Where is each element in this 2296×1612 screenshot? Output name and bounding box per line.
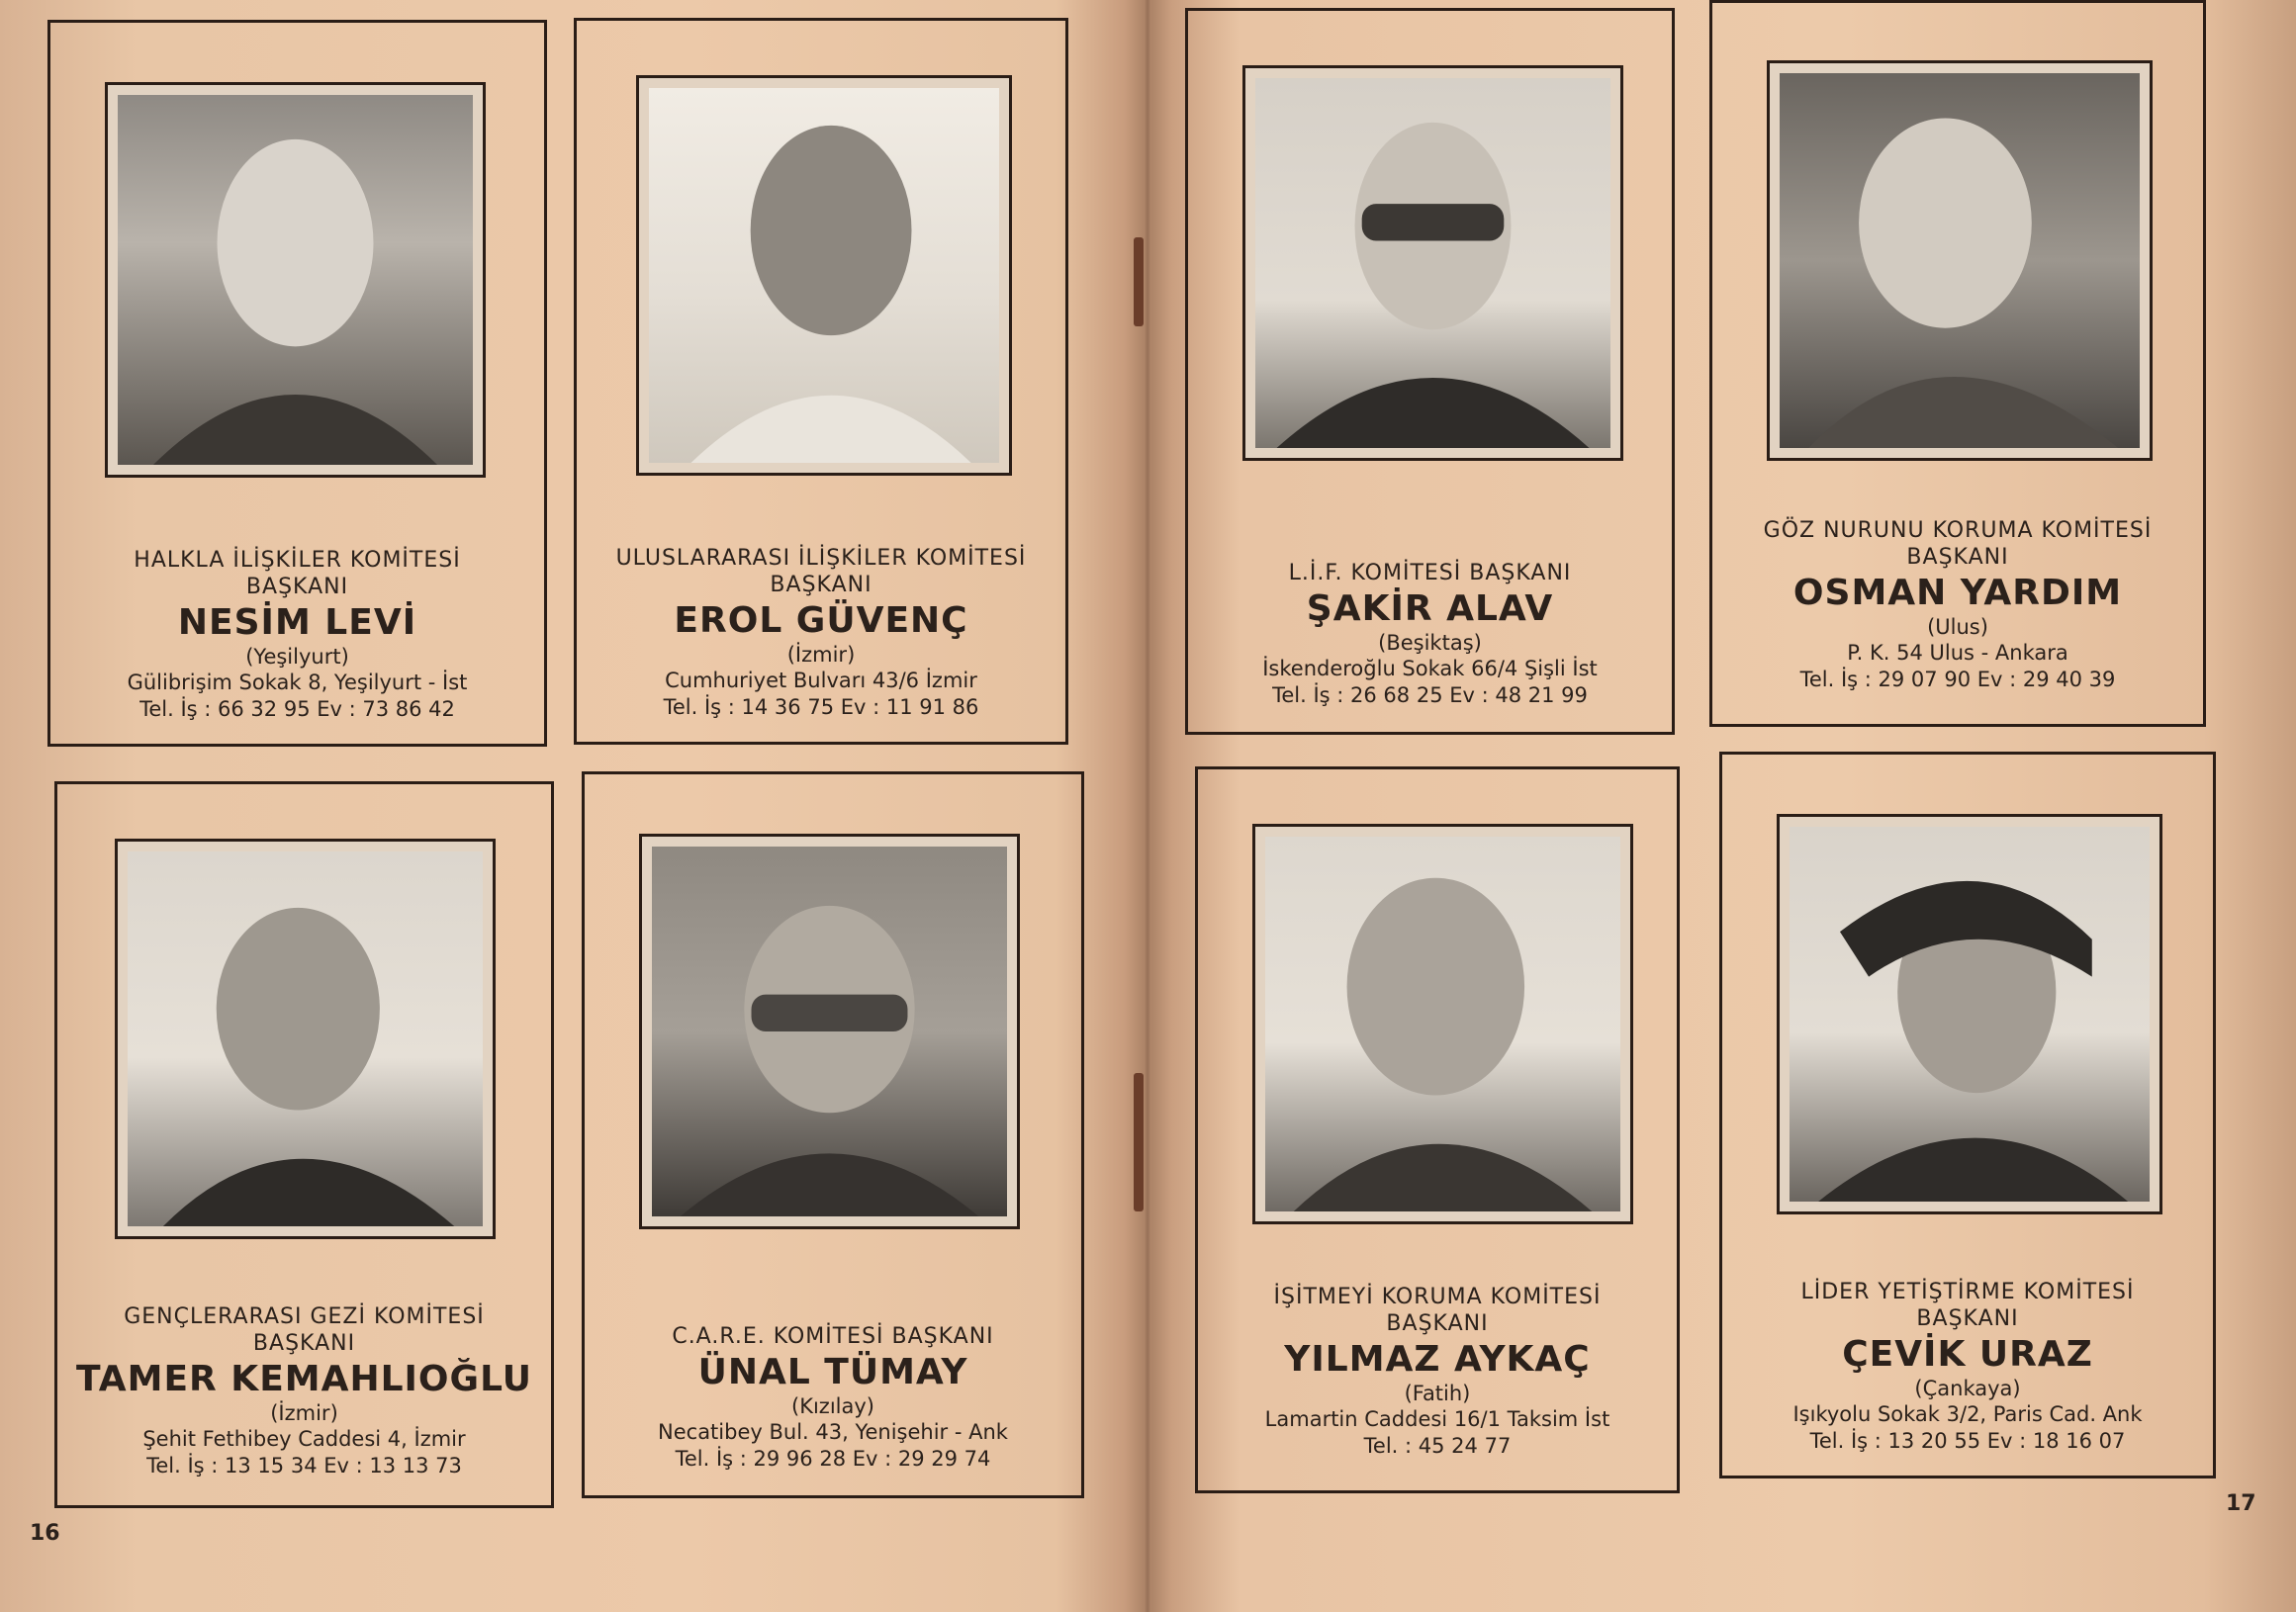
portrait-photo [115, 839, 496, 1239]
member-info [1198, 1284, 1677, 1460]
member-name: TAMER KEMAHLIOĞLU [76, 1359, 532, 1399]
page-number-left: 16 [30, 1521, 60, 1546]
committee-title-role: BAŞKANI [245, 575, 349, 599]
member-location: (Yeşilyurt) [245, 645, 349, 669]
member-card [1195, 766, 1680, 1493]
member-card [582, 771, 1084, 1498]
binding-staple [1134, 237, 1144, 326]
member-phone: Tel. İş : 29 96 28 Ev : 29 29 74 [675, 1447, 991, 1471]
member-info [57, 1303, 551, 1479]
member-info [585, 1323, 1081, 1473]
binding-staple [1134, 1073, 1144, 1211]
member-phone: Tel. : 45 24 77 [1363, 1434, 1512, 1458]
committee-title: GENÇLERARASI GEZİ KOMİTESİ [124, 1304, 485, 1329]
member-address: İskenderoğlu Sokak 66/4 Şişli İst [1262, 657, 1598, 680]
member-info [1712, 517, 2203, 693]
member-address: Lamartin Caddesi 16/1 Taksim İst [1264, 1407, 1610, 1431]
member-card [1719, 752, 2216, 1478]
member-phone: Tel. İş : 66 32 95 Ev : 73 86 42 [139, 697, 455, 721]
member-info [50, 547, 544, 723]
member-location: (Çankaya) [1914, 1377, 2021, 1400]
committee-title-role: BAŞKANI [1386, 1311, 1489, 1336]
member-card [1185, 8, 1675, 735]
member-name: NESİM LEVİ [177, 602, 417, 643]
member-card [1709, 0, 2206, 727]
committee-title: L.İ.F. KOMİTESİ BAŞKANI [1288, 561, 1572, 585]
member-phone: Tel. İş : 29 07 90 Ev : 29 40 39 [1799, 668, 2116, 691]
member-address: Işıkyolu Sokak 3/2, Paris Cad. Ank [1792, 1402, 2143, 1426]
committee-title-role: BAŞKANI [1916, 1306, 2019, 1331]
portrait-photo [1767, 60, 2153, 461]
member-address: Necatibey Bul. 43, Yenişehir - Ank [658, 1420, 1008, 1444]
portrait-photo [639, 834, 1020, 1229]
member-location: (Fatih) [1404, 1382, 1471, 1405]
committee-title: C.A.R.E. KOMİTESİ BAŞKANI [672, 1324, 994, 1349]
member-card [47, 20, 547, 747]
portrait-photo [1242, 65, 1623, 461]
member-phone: Tel. İş : 13 20 55 Ev : 18 16 07 [1809, 1429, 2126, 1453]
member-name: ÜNAL TÜMAY [697, 1352, 968, 1392]
portrait-photo [105, 82, 486, 478]
committee-title-role: BAŞKANI [1906, 545, 2009, 570]
member-location: (İzmir) [786, 643, 856, 667]
member-card [574, 18, 1068, 745]
member-phone: Tel. İş : 14 36 75 Ev : 11 91 86 [663, 695, 979, 719]
member-name: YILMAZ AYKAÇ [1284, 1339, 1591, 1380]
portrait-photo [1777, 814, 2162, 1214]
member-name: ÇEVİK URAZ [1842, 1334, 2093, 1375]
member-info [577, 545, 1065, 721]
member-location: (İzmir) [270, 1401, 338, 1425]
member-location: (Ulus) [1927, 615, 1988, 639]
member-name: OSMAN YARDIM [1792, 573, 2123, 613]
member-address: Gülibrişim Sokak 8, Yeşilyurt - İst [127, 671, 468, 694]
member-phone: Tel. İş : 26 68 25 Ev : 48 21 99 [1272, 683, 1588, 707]
member-location: (Beşiktaş) [1378, 631, 1482, 655]
page-number-right: 17 [2226, 1491, 2256, 1516]
member-info [1188, 560, 1672, 709]
member-name: ŞAKİR ALAV [1306, 588, 1554, 629]
member-card [54, 781, 554, 1508]
member-name: EROL GÜVENÇ [674, 600, 968, 641]
committee-title: İŞİTMEYİ KORUMA KOMİTESİ [1273, 1285, 1602, 1309]
member-address: Şehit Fethibey Caddesi 4, İzmir [142, 1427, 466, 1451]
committee-title-role: BAŞKANI [770, 573, 872, 597]
portrait-photo [636, 75, 1012, 476]
committee-title: LİDER YETİŞTİRME KOMİTESİ [1800, 1280, 2135, 1304]
member-info [1722, 1279, 2213, 1455]
member-location: (Kızılay) [791, 1394, 874, 1418]
committee-title: HALKLA İLİŞKİLER KOMİTESİ [134, 548, 461, 573]
committee-title: GÖZ NURUNU KORUMA KOMİTESİ [1763, 518, 2153, 543]
committee-title: ULUSLARARASI İLİŞKİLER KOMİTESİ [615, 546, 1027, 571]
committee-title-role: BAŞKANI [252, 1331, 356, 1356]
member-address: Cumhuriyet Bulvarı 43/6 İzmir [665, 669, 977, 692]
portrait-photo [1252, 824, 1633, 1224]
member-phone: Tel. İş : 13 15 34 Ev : 13 13 73 [146, 1454, 462, 1478]
page-fold [1144, 0, 1151, 1612]
member-address: P. K. 54 Ulus - Ankara [1847, 641, 2068, 665]
